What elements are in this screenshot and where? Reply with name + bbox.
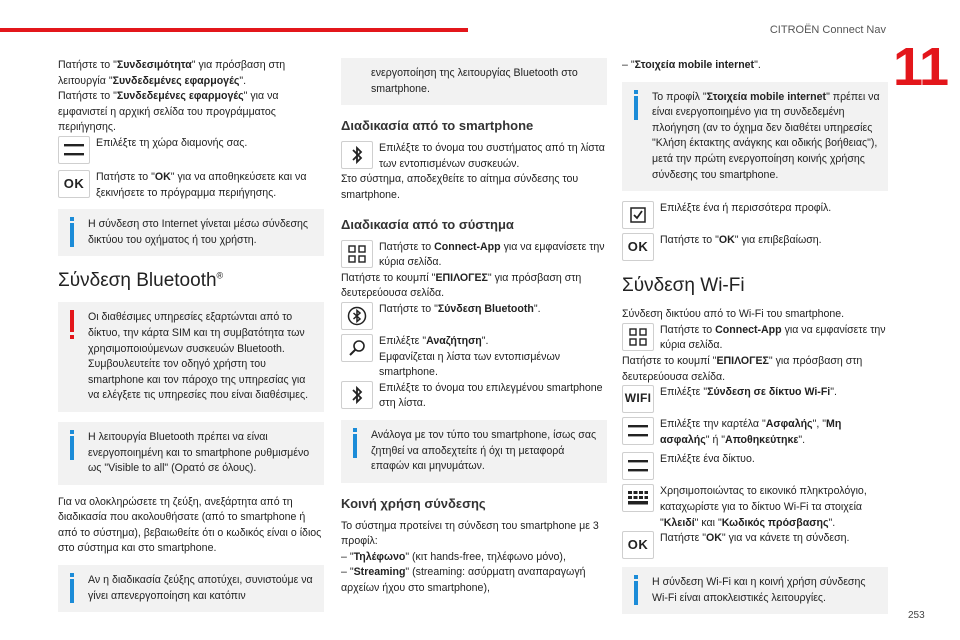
step-bluetooth-connection: Πατήστε το "Σύνδεση Bluetooth". <box>341 302 607 330</box>
menu-icon <box>622 452 654 480</box>
step-connect-app: Πατήστε το Connect-App για να εμφανίσετε την κύρια σελίδα. <box>341 240 607 271</box>
page-number: 253 <box>908 610 925 621</box>
bluetooth-icon <box>341 381 373 409</box>
step-search: Επιλέξτε "Αναζήτηση". Εμφανίζεται η λίστα των εντοπισμένων smartphone. <box>341 334 607 381</box>
list-item-streaming: – "Streaming" (streaming: ασύρματη αναπαραγωγή αρχείων ήχου στο smartphone), <box>341 566 586 595</box>
paragraph-accept-request: Στο σύστημα, αποδεχθείτε το αίτημα σύνδεσης του smartphone. <box>341 173 579 201</box>
step-ok-connect: OK Πατήστε "OK" για να κάνετε τη σύνδεση. <box>622 531 888 559</box>
list-item-phone: – "Τηλέφωνο" (κιτ hands-free, τηλέφωνο μόνο), <box>341 550 566 563</box>
step-connect-app-wifi: Πατήστε το Connect-App για να εμφανίσετε την κύρια σελίδα. <box>622 323 888 354</box>
wifi-icon: WIFI <box>622 385 654 413</box>
step-keyboard: Χρησιμοποιώντας το εικονικό πληκτρολόγιο, καταχωρίστε για το δίκτυο Wi-Fi τα στοιχεία "Κλειδί" και "Κωδικός πρόσβασης". <box>622 484 888 531</box>
menu-icon <box>58 136 90 164</box>
step-select-phone: Επιλέξτε το όνομα του επιλεγμένου smartphone στη λίστα. <box>341 381 607 412</box>
info-note-visible: Η λειτουργία Bluetooth πρέπει να είναι ενεργοποιημένη και το smartphone ρυθμισμένο ως "Visible to all" (Ορατό σε όλους). <box>58 422 324 485</box>
ok-button-icon: OK <box>622 531 654 559</box>
heading-wifi: Σύνδεση Wi-Fi <box>622 275 745 297</box>
bluetooth-icon <box>341 141 373 169</box>
info-note-continued: ενεργοποίηση της λειτουργίας Bluetooth στο smartphone. <box>341 58 607 105</box>
menu-icon <box>622 417 654 445</box>
paragraph-connected-apps: Πατήστε το "Συνδεδεμένες εφαρμογές" για να εμφανιστεί η αρχική σελίδα του προγράμματος περιήγησης. <box>58 90 279 134</box>
header-accent-bar <box>0 28 468 32</box>
column-1 <box>58 58 324 622</box>
search-icon <box>341 334 373 362</box>
paragraph-options-wifi: Πατήστε το κουμπί "ΕΠΙΛΟΓΕΣ" για πρόσβαση στη δευτερεύουσα σελίδα. <box>622 354 863 383</box>
step-wifi-connect: WIFI Επιλέξτε "Σύνδεση σε δίκτυο Wi-Fi". <box>622 385 888 413</box>
column-3 <box>622 58 888 624</box>
bluetooth-circle-icon <box>341 302 373 330</box>
info-note-mobile-internet: Το προφίλ "Στοιχεία mobile internet" πρέπει να είναι ενεργοποιημένο για τη συνδεδεμένη πλοήγηση (αν το όχημα δεν διαθέτει υπηρεσίες "Κλήση έκτακτης ανάγκης και οδικής βοήθειας"), μετά την πρώτη ενεργοποίηση κοινής χρήσης σύνδεσης του smartphone. <box>622 82 888 192</box>
heading-connection-sharing: Κοινή χρήση σύνδεσης <box>341 495 486 511</box>
running-header-title: CITROËN Connect Nav <box>769 24 886 36</box>
info-note-contacts: Ανάλογα με τον τύπο του smartphone, ίσως σας ζητηθεί να αποδεχτείτε ή όχι τη μεταφορά επαφών και μηνυμάτων. <box>341 420 607 483</box>
ok-button-icon: OK <box>622 233 654 261</box>
paragraph-options: Πατήστε το κουμπί "ΕΠΙΛΟΓΕΣ" για πρόσβαση στη δευτερεύουσα σελίδα. <box>341 271 582 300</box>
heading-from-system: Διαδικασία από το σύστημα <box>341 216 514 232</box>
apps-grid-icon <box>341 240 373 268</box>
keyboard-icon <box>622 484 654 512</box>
step-select-tab: Επιλέξτε την καρτέλα "Ασφαλής", "Μη ασφαλής" ή "Αποθηκεύτηκε". <box>622 417 888 448</box>
step-select-system-name: Επιλέξτε το όνομα του συστήματος από τη λίστα των εντοπισμένων συσκευών. <box>341 141 607 172</box>
heading-from-smartphone: Διαδικασία από το smartphone <box>341 118 534 134</box>
checkbox-icon <box>622 201 654 229</box>
step-select-country: Επιλέξτε τη χώρα διαμονής σας. <box>58 136 324 164</box>
info-note-wifi-exclusive: Η σύνδεση Wi-Fi και η κοινή χρήση σύνδεσης Wi-Fi είναι αποκλειστικές λειτουργίες. <box>622 567 888 614</box>
list-item-mobile-internet: – "Στοιχεία mobile internet". <box>622 59 761 71</box>
warning-note-services: Οι διαθέσιμες υπηρεσίες εξαρτώνται από το δίκτυο, την κάρτα SIM και τη συμβατότητα των χρησιμοποιούμενων συσκευών Bluetooth. Συμβουλευτείτε τον οδηγό χρήστη του smartphone και τον πάροχο της υπηρεσίας για να ελέγξετε τις υπηρεσίες που είναι διαθέσιμες. <box>58 302 324 412</box>
step-select-network: Επιλέξτε ένα δίκτυο. <box>622 452 888 480</box>
info-note-internet: Η σύνδεση στο Internet γίνεται μέσω σύνδεσης δικτύου του οχήματος ή του χρήστη. <box>58 209 324 256</box>
heading-bluetooth: Σύνδεση Bluetooth® <box>58 270 224 292</box>
info-note-pairing-fail: Αν η διαδικασία ζεύξης αποτύχει, συνιστούμε να γίνει απενεργοποίηση και κατόπιν <box>58 565 324 612</box>
chapter-number: 11 <box>893 37 949 97</box>
step-ok-save: OK Πατήστε το "OK" για να αποθηκεύσετε και να ξεκινήσετε το πρόγραμμα περιήγησης. <box>58 170 324 201</box>
step-select-profiles: Επιλέξτε ένα ή περισσότερα προφίλ. <box>622 201 888 229</box>
paragraph-connectivity: Πατήστε το "Συνδεσιμότητα" για πρόσβαση στη λειτουργία "Συνδεδεμένες εφαρμογές". <box>58 59 286 87</box>
ok-button-icon: OK <box>58 170 90 198</box>
step-ok-confirm: OK Πατήστε το "OK" για επιβεβαίωση. <box>622 233 888 261</box>
paragraph-profiles: Το σύστημα προτείνει τη σύνδεση του smartphone με 3 προφίλ: <box>341 519 599 548</box>
column-2 <box>341 58 607 597</box>
paragraph-pairing-code: Για να ολοκληρώσετε τη ζεύξη, ανεξάρτητα από τη διαδικασία που ακολουθήσατε (από το smartphone ή από το σύστημα), βεβαιωθείτε ότι ο κωδικός είναι ο ίδιος στο σύστημα και στο smartphone. <box>58 495 322 555</box>
apps-grid-icon <box>622 323 654 351</box>
paragraph-wifi: Σύνδεση δικτύου από το Wi-Fi του smartphone. <box>622 308 845 321</box>
